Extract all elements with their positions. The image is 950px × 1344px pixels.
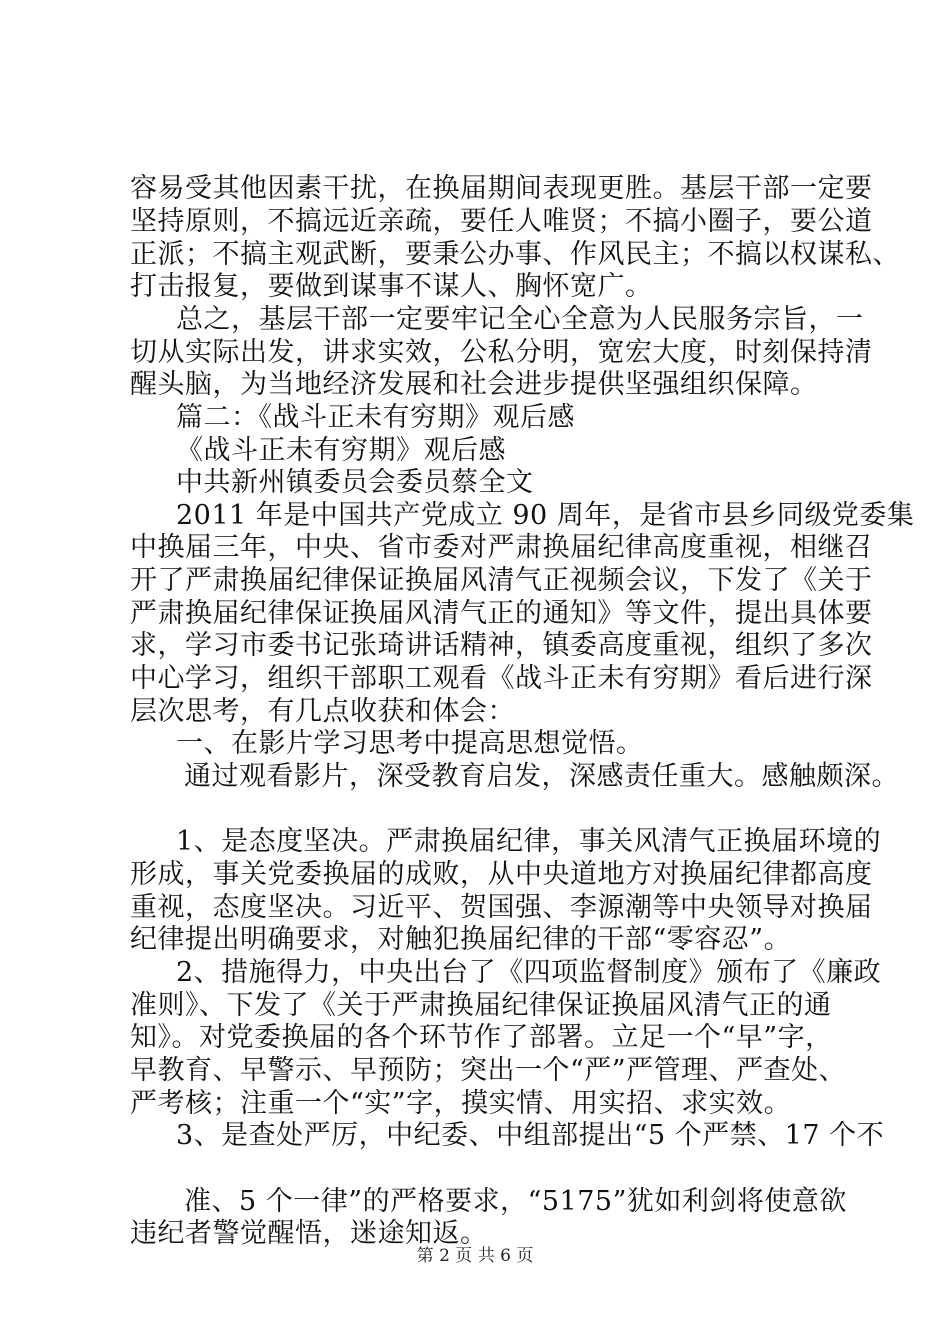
text-line: 中换届三年，中央、省市委对严肃换届纪律高度重视，相继召 (130, 532, 873, 563)
text-line: 切从实际出发，讲求实效，公私分明，宽宏大度，时刻保持清 (130, 337, 873, 368)
text-line: 重视，态度坚决。习近平、贺国强、李源潮等中央领导对换届 (130, 892, 873, 923)
article-title: 《战斗正未有穷期》观后感 (176, 435, 506, 466)
author-line: 中共新州镇委员会委员蔡全文 (176, 467, 534, 498)
paragraph-start: 1、是态度坚决。严肃换届纪律，事关风清气正换届环境的 (176, 826, 882, 857)
text-line: 求，学习市委书记张琦讲话精神，镇委高度重视，组织了多次 (130, 630, 873, 661)
text-line: 容易受其他因素干扰，在换届期间表现更胜。基层干部一定要 (130, 173, 873, 204)
text-line: 违纪者警觉醒悟，迷途知返。 (130, 1218, 488, 1249)
subheading: 一、在影片学习思考中提高思想觉悟。 (176, 728, 644, 759)
text-line: 打击报复，要做到谋事不谋人、胸怀宽广。 (130, 271, 653, 302)
text-line: 层次思考，有几点收获和体会： (130, 696, 515, 727)
paragraph-start: 通过观看影片，深受教育启发，深感责任重大。感触颇深。 (184, 761, 899, 792)
paragraph-start: 2011 年是中国共产党成立 90 周年，是省市县乡同级党委集 (176, 500, 915, 531)
text-line: 纪律提出明确要求，对触犯换届纪律的干部“零容忍”。 (130, 924, 792, 955)
text-line: 早教育、早警示、早预防；突出一个“严”严管理、严查处、 (130, 1055, 847, 1086)
text-line: 严考核；注重一个“实”字，摸实情、用实招、求实效。 (130, 1088, 792, 1119)
paragraph-start: 总之，基层干部一定要牢记全心全意为人民服务宗旨，一 (176, 304, 864, 335)
text-line: 开了严肃换届纪律保证换届风清气正视频会议，下发了《关于 (130, 565, 873, 596)
section-heading: 篇二：《战斗正未有穷期》观后感 (176, 402, 575, 433)
text-line: 中心学习，组织干部职工观看《战斗正未有穷期》看后进行深 (130, 663, 873, 694)
text-line: 正派；不搞主观武断，要秉公办事、作风民主；不搞以权谋私、 (130, 239, 900, 270)
text-line: 形成，事关党委换届的成败，从中央道地方对换届纪律都高度 (130, 859, 873, 890)
text-line: 准、5 个一律”的严格要求，“5175”犹如利剑将使意欲 (184, 1186, 847, 1217)
page-footer: 第 2 页 共 6 页 (416, 1246, 534, 1266)
paragraph-start: 3、是查处严厉，中纪委、中组部提出“5 个严禁、17 个不 (176, 1120, 885, 1151)
text-line: 严肃换届纪律保证换届风清气正的通知》等文件，提出具体要 (130, 598, 873, 629)
text-line: 醒头脑，为当地经济发展和社会进步提供坚强组织保障。 (130, 369, 818, 400)
text-line: 坚持原则，不搞远近亲疏，要任人唯贤；不搞小圈子，要公道 (130, 206, 873, 237)
paragraph-start: 2、措施得力，中央出台了《四项监督制度》颁布了《廉政 (176, 957, 882, 988)
text-line: 知》。对党委换届的各个环节作了部署。立足一个“早”字， (130, 1022, 833, 1053)
text-line: 准则》、下发了《关于严肃换届纪律保证换届风清气正的通 (130, 990, 832, 1021)
